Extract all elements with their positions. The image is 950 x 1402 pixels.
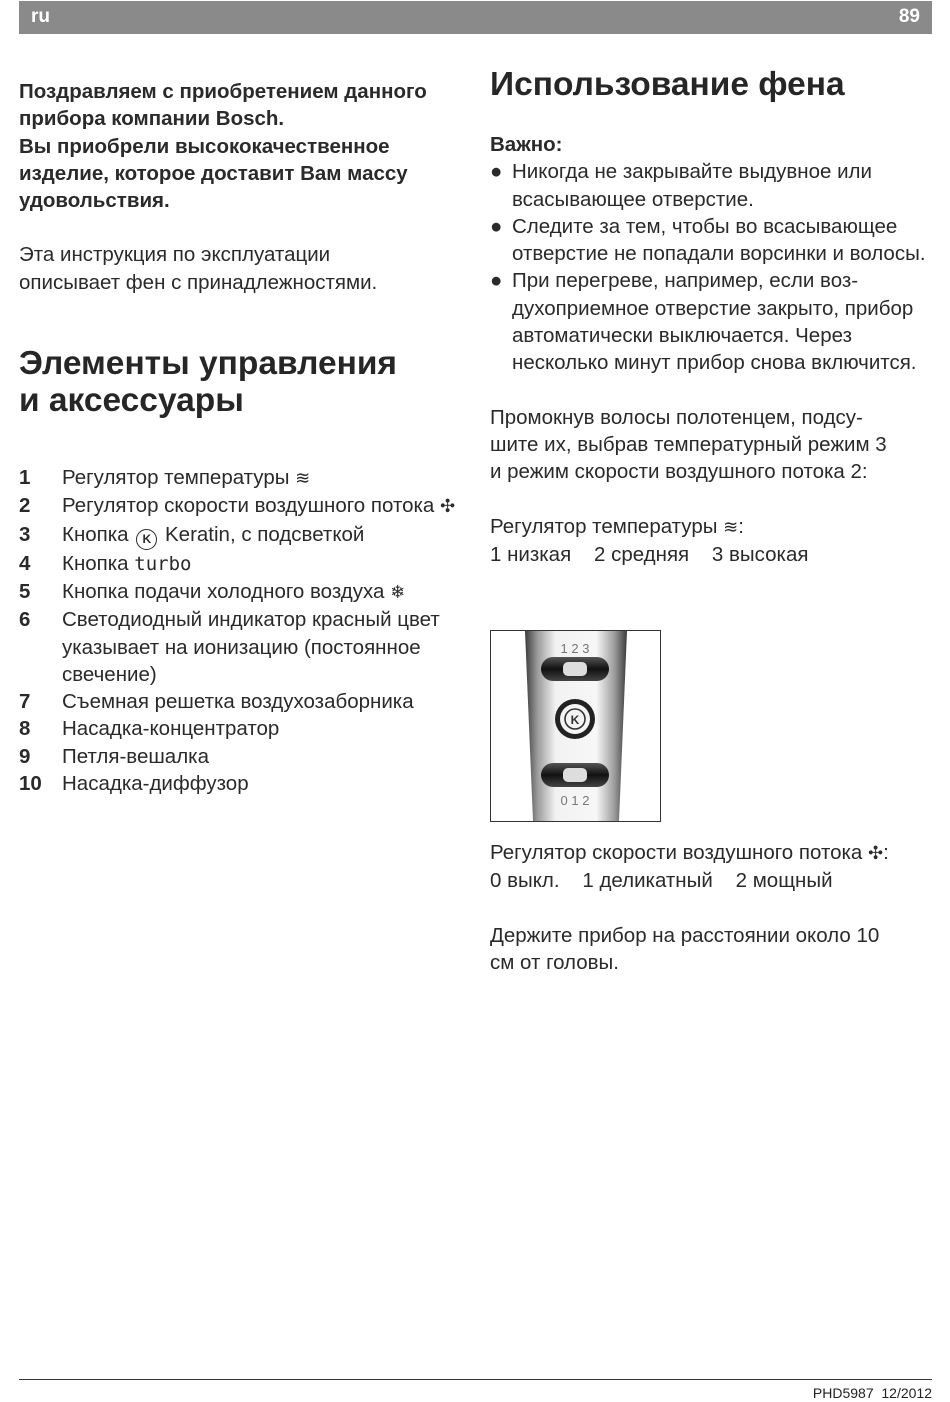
speed-scale: 0 1 2	[560, 793, 590, 808]
temperature-label: Регулятор температуры	[490, 514, 718, 538]
item-text: Кнопка	[62, 551, 129, 575]
paragraph-line: и режим скорости воздушного потока 2:	[490, 460, 868, 484]
turbo-label: turbo	[134, 552, 192, 575]
bullet-item	[490, 267, 935, 376]
intro-line: изделие, которое доставит Вам массу	[19, 161, 408, 185]
item-text: Светодиодный индикатор красный цвет указывает на ионизацию (постоянное свечение)	[62, 608, 440, 686]
temperature-scale: 1 2 3	[560, 641, 590, 656]
temperature-slider	[563, 662, 587, 676]
footer-rule	[19, 1379, 932, 1380]
list-item	[19, 464, 469, 492]
snowflake-icon: ❄	[390, 581, 406, 602]
heading-line: Элементы управления	[19, 345, 397, 383]
item-number: 5	[19, 579, 31, 603]
colon: :	[738, 514, 744, 538]
intro-line: удовольствия.	[19, 189, 170, 213]
bullet-icon: ●	[490, 269, 503, 293]
item-number: 6	[19, 608, 31, 632]
header-bar	[19, 1, 932, 34]
list-item	[19, 770, 469, 797]
temperature-settings	[490, 513, 935, 569]
item-text: Съемная решетка воздухозаборника	[62, 690, 414, 714]
intro-line: Вы приобрели высококачественное	[19, 134, 390, 158]
speed-label: Регулятор скорости воздушного потока	[490, 841, 863, 864]
item-number: 1	[19, 466, 31, 490]
item-text: Регулятор скорости воздушного потока	[62, 494, 435, 518]
heat-icon: ≋	[723, 516, 739, 537]
bullet-text: Следите за тем, чтобы во всасывающее отверстие не попадали ворсинки и волосы.	[512, 214, 926, 266]
paragraph-line: Промокнув волосы полотенцем, подсу-	[490, 405, 863, 429]
item-text: Насадка-концентратор	[62, 717, 280, 741]
keratin-icon: K	[136, 529, 157, 550]
item-text: Петля-вешалка	[62, 744, 209, 768]
heat-icon: ≋	[295, 468, 311, 489]
speed-levels: 0 выкл. 1 деликатный 2 мощный	[490, 869, 833, 893]
item-number: 9	[19, 744, 31, 768]
drying-paragraph	[490, 404, 935, 486]
list-item	[19, 550, 469, 578]
list-item	[19, 578, 469, 606]
colon: :	[883, 841, 889, 864]
usage-heading: Использование фена	[490, 66, 845, 103]
page-number: 89	[898, 6, 920, 27]
hair-dryer-handle-illustration	[491, 631, 660, 821]
item-number: 8	[19, 717, 31, 741]
item-text: Регулятор температуры	[62, 466, 290, 490]
item-number: 7	[19, 690, 31, 714]
warning-list	[490, 158, 935, 376]
important-label: Важно:	[490, 133, 563, 156]
fan-icon: ✣	[868, 843, 884, 863]
print-date: 12/2012	[881, 1385, 932, 1401]
bullet-item	[490, 213, 935, 268]
speed-slider	[563, 768, 587, 782]
item-number: 2	[19, 494, 31, 518]
list-item	[19, 743, 469, 770]
right-column	[490, 66, 935, 568]
description-paragraph	[19, 241, 469, 296]
speed-settings	[490, 839, 935, 895]
controls-list	[19, 464, 469, 797]
item-text: Кнопка	[62, 522, 129, 546]
bullet-text: При перегреве, например, если воздухоприемное отверстие закрыто, прибор автоматически выключается. Через несколько минут прибор снова включится.	[512, 269, 917, 375]
item-number: 3	[19, 522, 31, 546]
bullet-text: Никогда не закрывайте выдувное или всасывающее отверстие.	[512, 160, 872, 211]
language-code: ru	[31, 6, 50, 27]
item-number: 10	[19, 772, 42, 796]
controls-heading	[19, 345, 469, 419]
item-number: 4	[19, 551, 31, 575]
description-line: Эта инструкция по эксплуатации	[19, 243, 331, 267]
temperature-levels: 1 низкая 2 средняя 3 высокая	[490, 542, 809, 566]
intro-line: Поздравляем с приобретением данного	[19, 80, 427, 103]
footer	[813, 1385, 932, 1401]
fan-icon: ✣	[440, 496, 456, 517]
list-item	[19, 715, 469, 742]
bullet-icon: ●	[490, 160, 503, 184]
paragraph-line: Держите прибор на расстоянии около 10	[490, 923, 880, 947]
item-text: Кнопка подачи холодного воздуха	[62, 579, 385, 603]
description-line: описывает фен с принадлежностями.	[19, 270, 378, 294]
list-item	[19, 521, 469, 550]
keratin-letter: K	[570, 713, 580, 727]
item-text: Keratin, с подсветкой	[165, 522, 365, 546]
intro-line: прибора компании Bosch.	[19, 107, 285, 131]
distance-paragraph	[490, 922, 935, 977]
item-text: Насадка-диффузор	[62, 772, 249, 796]
paragraph-line: шите их, выбрав температурный режим 3	[490, 432, 887, 456]
left-column	[19, 78, 469, 797]
list-item	[19, 606, 469, 688]
paragraph-line: см от головы.	[490, 950, 619, 974]
bullet-item	[490, 158, 935, 213]
speed-section	[490, 839, 935, 976]
list-item	[19, 492, 469, 520]
intro-paragraph	[19, 78, 469, 214]
switch-panel-photo	[490, 630, 661, 822]
bullet-icon: ●	[490, 214, 503, 238]
list-item	[19, 688, 469, 715]
model-number: PHD5987	[812, 1385, 874, 1401]
heading-line: и аксессуары	[19, 382, 244, 420]
